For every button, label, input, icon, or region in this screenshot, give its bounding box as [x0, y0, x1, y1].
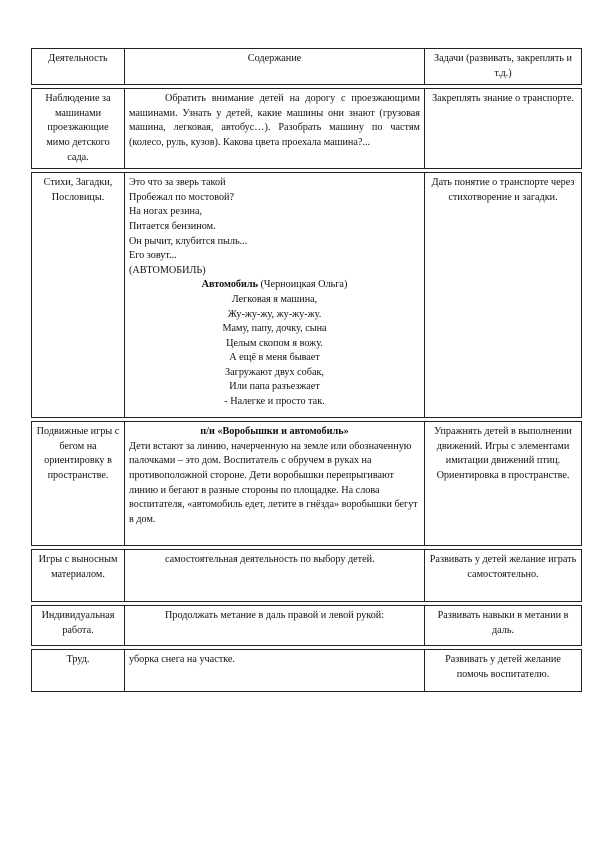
cell-tasks-observation: Закреплять знание о транспорте. — [425, 89, 582, 169]
table-row-observation — [32, 89, 582, 169]
cell-content-individual: Продолжать метание в даль правой и левой рукой: — [125, 606, 425, 646]
cell-content-mobile-games — [125, 422, 425, 546]
riddle-line: Его зовут... — [129, 250, 177, 262]
table-row-mobile-games — [32, 422, 582, 546]
riddle-answer: (АВТОМОБИЛЬ) — [129, 264, 206, 276]
game-title: п/и «Воробышки и автомобиль» — [200, 426, 349, 438]
cell-activity-observation: Наблюдение за машинами проезжающие мимо детского сада. — [32, 89, 125, 169]
riddle-line: Это что за зверь такой — [129, 177, 226, 189]
table-row-poems — [32, 173, 582, 418]
poem-line: Целым скопом я вожу. — [226, 337, 323, 349]
activity-plan-table — [31, 48, 582, 692]
cell-tasks-individual: Развивать навыки в метании в даль. — [425, 606, 582, 646]
table-row-individual — [32, 606, 582, 646]
header-activity: Деятельность — [32, 49, 125, 85]
cell-tasks-labor: Развивать у детей желание помочь воспитателю. — [425, 650, 582, 692]
cell-content-outdoor-games: самостоятельная деятельность по выбору детей. — [125, 550, 425, 602]
cell-activity-mobile-games: Подвижные игры с бегом на ориентировку в пространстве. — [32, 422, 125, 546]
riddle-line: Пробежал по мостовой? — [129, 191, 235, 203]
cell-tasks-mobile-games: Упражнять детей в выполнении движений. Игры с элементами имитации движений птиц. Ориентировка в пространстве. — [425, 422, 582, 546]
poem-line: А ещё в меня бывает — [229, 352, 320, 364]
header-content: Содержание — [125, 49, 425, 85]
header-tasks: Задачи (развивать, закреплять и т.д.) — [425, 49, 582, 85]
cell-activity-poems: Стихи, Загадки, Пословицы. — [32, 173, 125, 418]
poem-line: Загружают двух собак, — [225, 366, 324, 378]
riddle-line: Он рычит, клубится пыль... — [129, 235, 248, 247]
cell-content-observation: Обратить внимание детей на дорогу с проезжающими машинами. Узнать у детей, какие машины они знают (грузовая машина, легковая, автобус…). Разобрать машину по частям (колесо, руль, кузов). Какова цвета проехала машина?... — [125, 89, 425, 169]
poem-line: Легковая я машина, — [231, 293, 318, 305]
poem-line: Маму, папу, дочку, сына — [222, 323, 327, 335]
riddle-line: Питается бензином. — [129, 220, 216, 232]
poem-line: Или папа разъезжает — [229, 381, 320, 393]
cell-tasks-outdoor-games: Развивать у детей желание играть самостоятельно. — [425, 550, 582, 602]
cell-content-labor: уборка снега на участке. — [125, 650, 425, 692]
poem-line: - Налегке и просто так. — [224, 396, 325, 408]
poem-title — [129, 278, 420, 293]
cell-activity-outdoor-games: Игры с выносным материалом. — [32, 550, 125, 602]
table-header-row — [32, 49, 582, 85]
poem-title-name: Автомобиль — [201, 279, 258, 291]
cell-activity-labor: Труд. — [32, 650, 125, 692]
game-description: Дети встают за линию, начерченную на земле или обозначенную палочками – это дом. Воспитатель с обручем в руках на противоположной стороне. Дети воробышки перепрыгивают линию и бегают в разные стороны по площадке. На слова воспитателя, «автомобиль едет, летите в гнёзда» воробышки бегут в дом. — [129, 440, 418, 525]
table-row-labor — [32, 650, 582, 692]
cell-content-poems — [125, 173, 425, 418]
poem-line: Жу-жу-жу, жу-жу-жу. — [227, 308, 322, 320]
cell-tasks-poems: Дать понятие о транспорте через стихотворение и загадки. — [425, 173, 582, 418]
cell-activity-individual: Индивидуальная работа. — [32, 606, 125, 646]
table-row-outdoor-games — [32, 550, 582, 602]
riddle-line: На ногах резина, — [129, 206, 203, 218]
poem-author: (Черноицкая Ольга) — [257, 279, 348, 291]
